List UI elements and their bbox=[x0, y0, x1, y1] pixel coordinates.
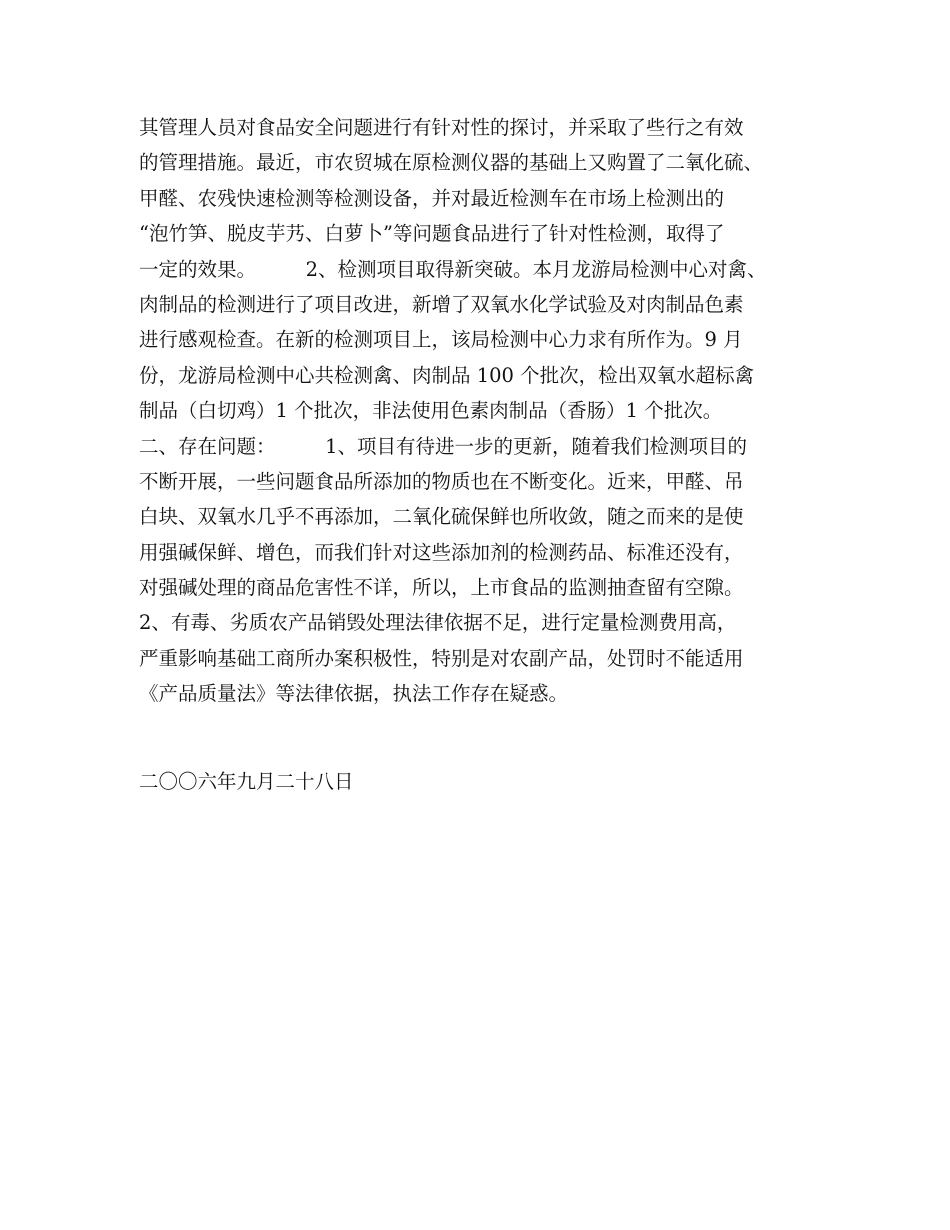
text-line: “泡竹笋、脱皮芋艿、白萝卜”等问题食品进行了针对性检测，取得了 bbox=[139, 222, 725, 246]
text-line: 一定的效果。 2、检测项目取得新突破。本月龙游局检测中心对禽、 bbox=[139, 257, 767, 281]
text-line: 肉制品的检测进行了项目改进，新增了双氧水化学试验及对肉制品色素 bbox=[139, 292, 744, 316]
text-line: 用强碱保鲜、增色，而我们针对这些添加剂的检测药品、标准还没有， bbox=[139, 540, 744, 564]
text-line: 《产品质量法》等法律依据，执法工作存在疑惑。 bbox=[139, 682, 569, 706]
text-line: 不断开展，一些问题食品所添加的物质也在不断变化。近来，甲醛、吊 bbox=[139, 469, 744, 493]
text-line: 其管理人员对食品安全问题进行有针对性的探讨，并采取了些行之有效 bbox=[139, 116, 744, 139]
text-line: 份，龙游局检测中心共检测禽、肉制品 100 个批次，检出双氧水超标禽 bbox=[139, 363, 755, 387]
text-line: 进行感观检查。在新的检测项目上，该局检测中心力求有所作为。9 月 bbox=[139, 328, 743, 352]
text-line: 制品（白切鸡）1 个批次，非法使用色素肉制品（香肠）1 个批次。 bbox=[139, 399, 723, 423]
text-line: 的管理措施。最近，市农贸城在原检测仪器的基础上又购置了二氧化硫、 bbox=[139, 151, 764, 175]
text-line: 2、有毒、劣质农产品销毁处理法律依据不足，进行定量检测费用高， bbox=[139, 611, 737, 635]
text-line: 甲醛、农残快速检测等检测设备，并对最近检测车在市场上检测出的 bbox=[139, 186, 725, 210]
text-line: 对强碱处理的商品危害性不详，所以，上市食品的监测抽查留有空隙。 bbox=[139, 576, 744, 600]
text-line: 严重影响基础工商所办案积极性，特别是对农副产品，处罚时不能适用 bbox=[139, 646, 744, 670]
body-text bbox=[139, 110, 829, 712]
text-line: 白块、双氧水几乎不再添加，二氧化硫保鲜也所收敛，随之而来的是使 bbox=[139, 505, 744, 529]
text-line: 二、存在问题： 1、项目有待进一步的更新，随着我们检测项目的 bbox=[139, 434, 747, 458]
document-date: 二〇〇六年九月二十八日 bbox=[139, 770, 354, 793]
